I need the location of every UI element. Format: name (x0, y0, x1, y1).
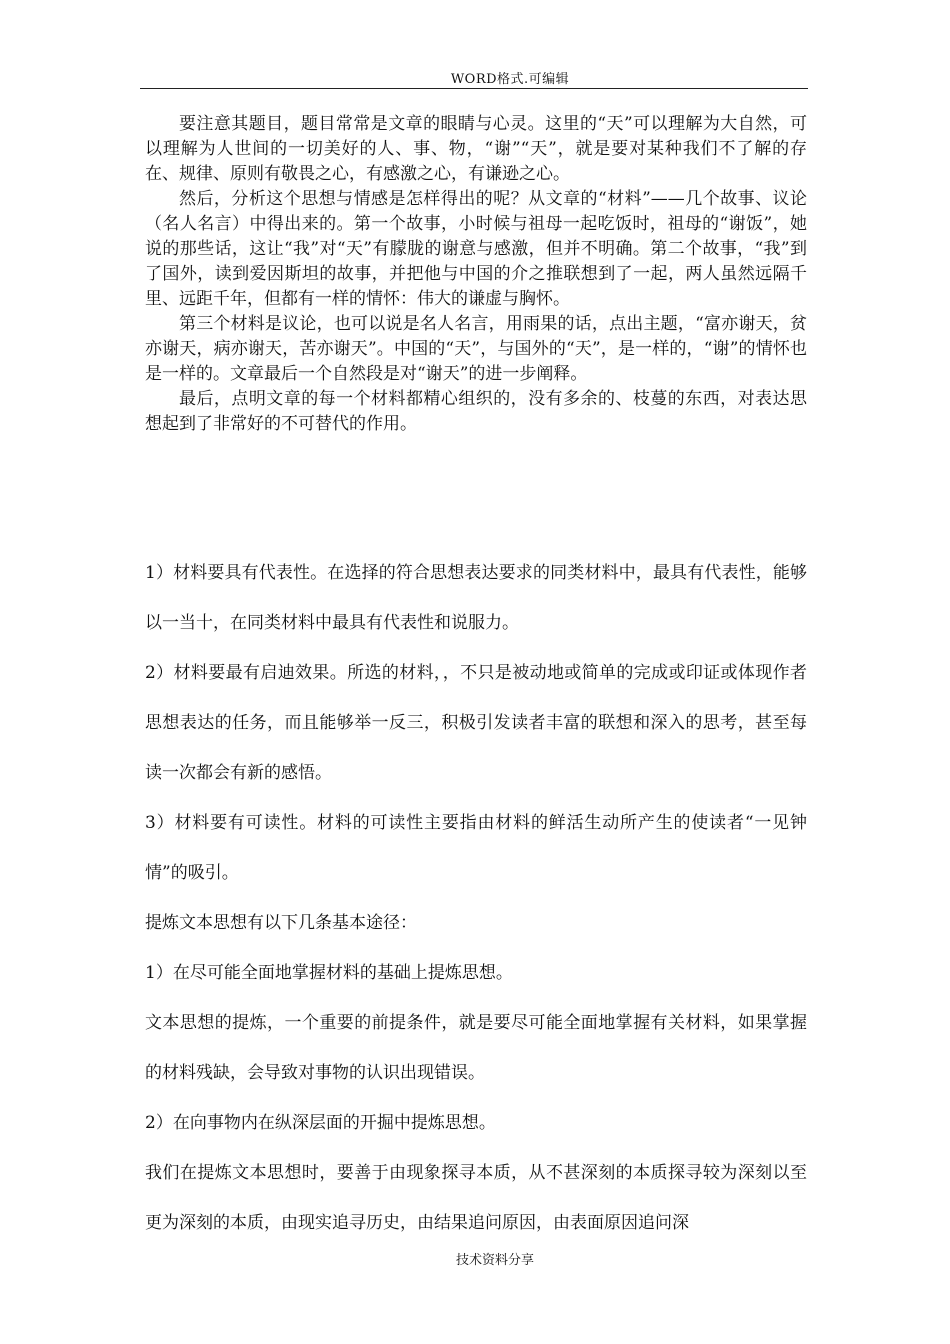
paragraph: 2）材料要最有启迪效果。所选的材料，，不只是被动地或简单的完成或印证或体现作者思想表达的任务，而且能够举一反三，积极引发读者丰富的联想和深入的思考，甚至每读一次都会有新的感悟。 (145, 663, 807, 783)
page-header: WORD格式.可编辑 (450, 72, 570, 87)
page-footer: 技术资料分享 (455, 1253, 534, 1268)
header-divider (140, 88, 808, 89)
paragraph: 1）在尽可能全面地掌握材料的基础上提炼思想。 (145, 963, 513, 983)
paragraph: 第三个材料是议论，也可以说是名人名言，用雨果的话，点出主题，“富亦谢天，贫亦谢天，病亦谢天，苦亦谢天”。中国的“天”，与国外的“天”，是一样的，“谢”的情怀也是一样的。文章最后一个自然段是对“谢天”的进一步阐释。 (145, 314, 807, 384)
paragraph: 我们在提炼文本思想时，要善于由现象探寻本质，从不甚深刻的本质探寻较为深刻以至更为深刻的本质，由现实追寻历史，由结果追问原因，由表面原因追问深 (145, 1163, 807, 1233)
material-principles-section (145, 548, 807, 1248)
analysis-section (145, 112, 807, 437)
paragraph: 然后，分析这个思想与情感是怎样得出的呢？从文章的“材料”——几个故事、议论（名人名言）中得出来的。第一个故事，小时候与祖母一起吃饭时，祖母的“谢饭”，她说的那些话，这让“我”对“天”有朦胧的谢意与感激，但并不明确。第二个故事，“我”到了国外，读到爱因斯坦的故事，并把他与中国的介之推联想到了一起，两人虽然远隔千里、远距千年，但都有一样的情怀：伟大的谦虚与胸怀。 (145, 189, 807, 309)
paragraph: 要注意其题目，题目常常是文章的眼睛与心灵。这里的“天”可以理解为大自然，可以理解为人世间的一切美好的人、事、物，“谢”“天”，就是要对某种我们不了解的存在、规律、原则有敬畏之心，有感激之心，有谦逊之心。 (145, 114, 807, 184)
paragraph: 文本思想的提炼，一个重要的前提条件，就是要尽可能全面地掌握有关材料，如果掌握的材料残缺，会导致对事物的认识出现错误。 (145, 1013, 807, 1083)
paragraph: 1）材料要具有代表性。在选择的符合思想表达要求的同类材料中，最具有代表性，能够以一当十，在同类材料中最具有代表性和说服力。 (145, 563, 807, 633)
paragraph: 2）在向事物内在纵深层面的开掘中提炼思想。 (145, 1113, 496, 1133)
paragraph: 提炼文本思想有以下几条基本途径： (145, 913, 417, 933)
paragraph: 最后，点明文章的每一个材料都精心组织的，没有多余的、枝蔓的东西，对表达思想起到了非常好的不可替代的作用。 (145, 389, 807, 434)
paragraph: 3）材料要有可读性。材料的可读性主要指由材料的鲜活生动所产生的使读者“一见钟情”的吸引。 (145, 813, 807, 883)
